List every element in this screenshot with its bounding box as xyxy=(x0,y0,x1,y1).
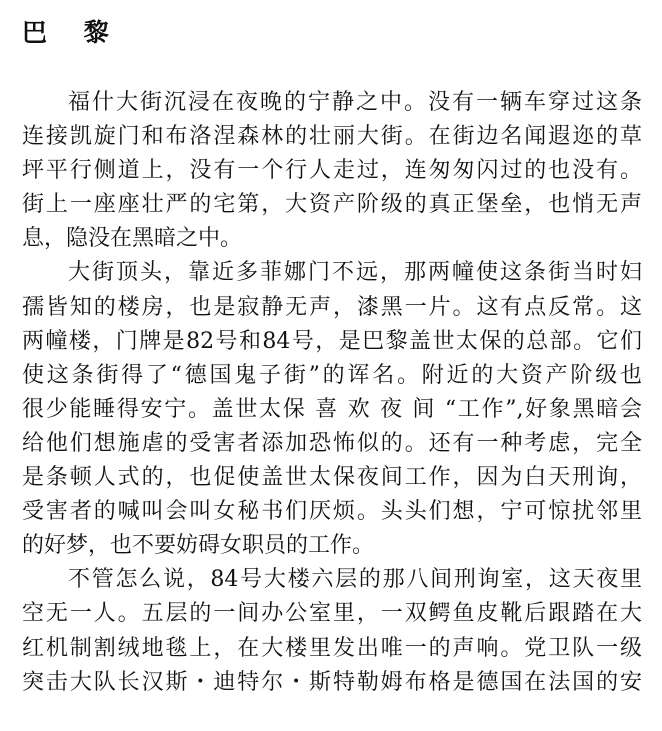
paragraph-2 xyxy=(22,256,642,563)
text-line: 福什大街沉浸在夜晚的宁静之中。没有一辆车穿过这条 xyxy=(68,90,642,115)
text-line: 突击大队长汉斯・迪特尔・斯特勒姆布格是德国在法国的安 xyxy=(22,669,642,695)
text-line: 大街顶头，靠近多菲娜门不远，那两幢使这条街当时妇 xyxy=(68,260,642,286)
text-line: 孺皆知的楼房，也是寂静无声，漆黑一片。这有点反常。这 xyxy=(22,294,642,320)
text-line: 不管怎么说，84号大楼六层的那八间刑询室，这天夜里 xyxy=(68,567,642,593)
text-line: 使这条街得了“德国鬼子街”的诨名。附近的大资产阶级也 xyxy=(22,362,642,388)
chapter-heading: 巴 黎 xyxy=(22,18,123,47)
text-line: 给他们想施虐的受害者添加恐怖似的。还有一种考虑，完全 xyxy=(22,430,642,456)
text-line: 的好梦，也不要妨碍女职员的工作。 xyxy=(22,533,375,559)
text-line: 空无一人。五层的一间办公室里，一双鳄鱼皮靴后跟踏在大 xyxy=(22,601,642,627)
paragraph-1 xyxy=(22,86,642,256)
paragraph-3 xyxy=(22,563,642,699)
text-line: 很少能睡得安宁。盖世太保 喜 欢 夜 间 “工作”,好象黑暗会 xyxy=(22,396,642,422)
text-line: 街上一座座壮严的宅第，大资产阶级的真正堡垒，也悄无声 xyxy=(22,192,642,218)
body-text xyxy=(22,86,642,700)
text-line: 坪平行侧道上，没有一个行人走过，连匆匆闪过的也没有。 xyxy=(22,158,642,184)
text-line: 红机制割绒地毯上，在大楼里发出唯一的声响。党卫队一级 xyxy=(22,635,642,661)
text-line: 连接凯旋门和布洛涅森林的壮丽大街。在街边名闻遐迩的草 xyxy=(22,124,642,150)
text-line: 是条顿人式的，也促使盖世太保夜间工作，因为白天刑询， xyxy=(22,465,642,491)
text-line: 息，隐没在黑暗之中。 xyxy=(22,226,243,252)
text-line: 两幢楼，门牌是82号和84号，是巴黎盖世太保的总部。它们 xyxy=(22,328,642,354)
text-line: 受害者的喊叫会叫女秘书们厌烦。头头们想，宁可惊扰邻里 xyxy=(22,499,642,525)
